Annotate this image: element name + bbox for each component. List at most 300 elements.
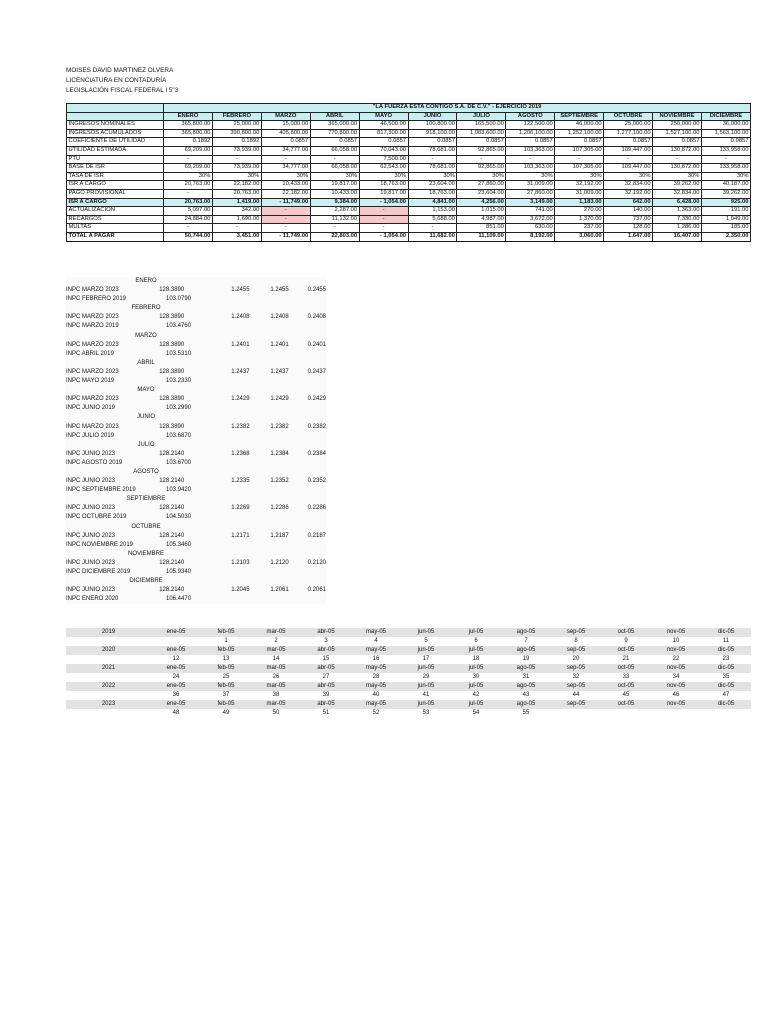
table-cell: 30% — [164, 172, 213, 181]
month-header: DICIEMBRE — [701, 112, 750, 121]
table-cell: - 11,749.00 — [261, 232, 310, 241]
inpc-cell: 103.4760 — [166, 323, 192, 330]
table-cell: 770,800.00 — [310, 129, 359, 138]
table-cell: 78,681.00 — [408, 146, 457, 155]
calendar-month: jun-05 — [417, 701, 435, 707]
calendar-month: dic-05 — [717, 701, 735, 707]
calendar-number: 25 — [222, 674, 230, 680]
author-name: MOISES DAVID MARTINEZ OLVERA — [66, 67, 174, 74]
calendar-number: 16 — [372, 656, 380, 662]
month-header: JUNIO — [408, 112, 457, 121]
fiscal-row — [67, 189, 751, 198]
inpc-cell: 103.6870 — [166, 432, 192, 439]
calendar-number: 34 — [672, 674, 680, 680]
calendar-month: nov-05 — [666, 683, 686, 689]
fiscal-row — [67, 155, 751, 164]
calendar-number: 41 — [422, 692, 430, 698]
calendar-number: 55 — [522, 710, 530, 716]
calendar-grid — [66, 628, 751, 718]
calendar-number: 20 — [572, 656, 580, 662]
table-cell: 32,834.00 — [653, 189, 702, 198]
table-cell: 0.0857 — [604, 138, 653, 147]
calendar-number: 13 — [222, 656, 230, 662]
calendar-number: 18 — [472, 656, 480, 662]
inpc-cell: 128.2140 — [159, 532, 185, 539]
calendar-year-row — [66, 664, 751, 673]
month-header: FEBRERO — [212, 112, 261, 121]
table-cell: 1,206,100.00 — [506, 129, 555, 138]
inpc-month-label: MAYO — [137, 387, 155, 394]
inpc-cell: 128.3890 — [159, 314, 185, 321]
inpc-cell: INPC SEPTIEMBRE 2019 — [66, 487, 136, 494]
table-cell: 2,287.00 — [310, 207, 359, 216]
table-cell: 0.0857 — [261, 138, 310, 147]
inpc-month-label: DICIEMBRE — [129, 578, 163, 585]
calendar-month: dic-05 — [717, 665, 735, 671]
fiscal-table — [66, 103, 751, 242]
table-cell: 1,370.00 — [555, 215, 604, 224]
table-cell: 100,800.00 — [408, 121, 457, 130]
calendar-month: abr-05 — [317, 647, 335, 653]
calendar-month: ene-05 — [166, 665, 186, 671]
table-cell: - — [164, 155, 213, 164]
table-cell: 128.00 — [604, 224, 653, 233]
inpc-current-row — [66, 286, 326, 295]
inpc-cell: 0.2352 — [307, 478, 326, 485]
inpc-base-row — [66, 350, 326, 359]
inpc-cell: 0.2455 — [307, 287, 326, 294]
table-cell: 32,192.00 — [604, 189, 653, 198]
calendar-number: 38 — [272, 692, 280, 698]
table-cell: 0.0857 — [310, 138, 359, 147]
table-cell: 5,097.00 — [164, 207, 213, 216]
inpc-cell: 128.2140 — [159, 587, 185, 594]
table-cell: - — [408, 224, 457, 233]
inpc-cell: 1.2368 — [231, 450, 250, 457]
calendar-number: 4 — [374, 638, 378, 644]
table-cell: 9,384.00 — [310, 198, 359, 207]
row-label: TOTAL A PAGAR — [67, 232, 164, 241]
calendar-number: 54 — [472, 710, 480, 716]
table-cell: 103,363.00 — [506, 164, 555, 173]
table-cell: 7,330.00 — [653, 215, 702, 224]
table-cell: - — [604, 155, 653, 164]
calendar-month: ago-05 — [516, 647, 536, 653]
month-header: ENERO — [164, 112, 213, 121]
table-cell: 30% — [506, 172, 555, 181]
calendar-month: feb-05 — [217, 683, 235, 689]
table-cell: 11,682.00 — [408, 232, 457, 241]
table-cell: 0.0857 — [506, 138, 555, 147]
row-label: COEFICIENTE DE UTILIDAD — [67, 138, 164, 147]
table-cell: 365,000.00 — [310, 121, 359, 130]
table-cell: 1,563,100.00 — [701, 129, 750, 138]
inpc-current-row — [66, 341, 326, 350]
table-cell: 1,363.00 — [653, 207, 702, 216]
inpc-block — [66, 277, 326, 604]
inpc-current-row — [66, 450, 326, 459]
table-cell: 1,286.00 — [653, 224, 702, 233]
calendar-month: sep-05 — [566, 647, 586, 653]
table-cell: 46,500.00 — [359, 121, 408, 130]
table-cell: 34,777.00 — [261, 164, 310, 173]
table-cell: 66,058.00 — [310, 146, 359, 155]
calendar-number: 12 — [172, 656, 180, 662]
inpc-month-label: JULIO — [137, 441, 155, 448]
table-cell: 1,015.00 — [457, 207, 506, 216]
table-cell: 78,681.00 — [408, 164, 457, 173]
table-cell: 31,009.00 — [506, 181, 555, 190]
row-label: INGRESOS NOMINALES — [67, 121, 164, 130]
calendar-number — [651, 709, 701, 718]
calendar-number: 28 — [372, 674, 380, 680]
calendar-number — [151, 637, 201, 646]
month-header: OCTUBRE — [604, 112, 653, 121]
table-cell: 24,884.00 — [164, 215, 213, 224]
table-cell: 40,187.00 — [701, 181, 750, 190]
table-cell: 107,305.00 — [555, 164, 604, 173]
calendar-year-row — [66, 682, 751, 691]
calendar-number: 27 — [322, 674, 330, 680]
table-cell: 30% — [701, 172, 750, 181]
calendar-number-row — [66, 637, 751, 646]
fiscal-row — [67, 207, 751, 216]
inpc-cell: INPC JUNIO 2023 — [66, 478, 116, 485]
table-cell: 1,153.00 — [408, 207, 457, 216]
calendar-year: 2023 — [101, 701, 116, 707]
table-cell: 737.00 — [604, 215, 653, 224]
calendar-month: mar-05 — [266, 683, 286, 689]
calendar-number: 22 — [672, 656, 680, 662]
calendar-month: feb-05 — [217, 701, 235, 707]
table-cell: - 11,749.00 — [261, 198, 310, 207]
calendar-number: 2 — [274, 638, 278, 644]
inpc-cell: INPC MARZO 2023 — [66, 423, 119, 430]
inpc-cell: 103.2330 — [166, 378, 192, 385]
table-cell: 342.00 — [212, 207, 261, 216]
inpc-cell: 1.2171 — [231, 532, 250, 539]
calendar-month: abr-05 — [317, 665, 335, 671]
calendar-month: oct-05 — [617, 683, 635, 689]
calendar-month: may-05 — [365, 629, 386, 635]
table-cell: 8,192.00 — [506, 232, 555, 241]
calendar-month: may-05 — [365, 701, 386, 707]
row-label: BASE DE ISR — [67, 164, 164, 173]
calendar-month: ene-05 — [166, 701, 186, 707]
inpc-cell: 1.2401 — [270, 341, 289, 348]
document-header — [66, 66, 178, 96]
table-cell: 20,763.00 — [164, 198, 213, 207]
table-cell: 0.0857 — [555, 138, 604, 147]
calendar-number: 6 — [474, 638, 478, 644]
calendar-number: 5 — [424, 638, 428, 644]
table-cell: 925.00 — [701, 198, 750, 207]
inpc-cell: INPC JUNIO 2023 — [66, 559, 116, 566]
calendar-year-row — [66, 646, 751, 655]
table-cell: 32,192.00 — [555, 181, 604, 190]
table-cell: 1,083,600.00 — [457, 129, 506, 138]
table-cell: - — [261, 207, 310, 216]
calendar-month: mar-05 — [266, 701, 286, 707]
inpc-cell: 1.2120 — [270, 559, 289, 566]
inpc-cell: 128.2140 — [159, 450, 185, 457]
table-cell: 1,647.00 — [604, 232, 653, 241]
month-header: MARZO — [261, 112, 310, 121]
inpc-month-label: ABRIL — [137, 359, 155, 366]
inpc-cell: 1.2437 — [270, 368, 289, 375]
calendar-month: feb-05 — [217, 647, 235, 653]
table-cell: - — [701, 155, 750, 164]
inpc-month-label: MARZO — [135, 332, 157, 339]
fiscal-row — [67, 232, 751, 241]
table-cell: 25,000.00 — [212, 121, 261, 130]
calendar-month: mar-05 — [266, 665, 286, 671]
table-cell: - — [457, 155, 506, 164]
inpc-current-row — [66, 395, 326, 404]
table-cell: 30% — [653, 172, 702, 181]
calendar-month: ago-05 — [516, 683, 536, 689]
inpc-cell: INPC MARZO 2023 — [66, 396, 119, 403]
inpc-current-row — [66, 532, 326, 541]
table-cell: 107,305.00 — [555, 146, 604, 155]
inpc-base-row — [66, 432, 326, 441]
table-cell: 92,865.00 — [457, 164, 506, 173]
inpc-month-heading — [66, 441, 326, 450]
inpc-cell: 1.2045 — [231, 587, 250, 594]
inpc-cell: 1.2103 — [231, 559, 250, 566]
calendar-number: 51 — [322, 710, 330, 716]
table-cell: 11,132.00 — [310, 215, 359, 224]
inpc-cell: INPC MARZO 2019 — [66, 323, 119, 330]
inpc-month-heading — [66, 277, 326, 286]
inpc-cell: 1.2335 — [231, 478, 250, 485]
calendar-month: ene-05 — [166, 647, 186, 653]
table-cell: 405,800.00 — [261, 129, 310, 138]
table-cell: 3,149.00 — [506, 198, 555, 207]
calendar-year: 2020 — [101, 647, 116, 653]
table-cell: 30% — [310, 172, 359, 181]
calendar-number: 26 — [272, 674, 280, 680]
calendar-month: ene-05 — [166, 683, 186, 689]
table-cell: - — [359, 207, 408, 216]
table-cell: 39,262.00 — [653, 181, 702, 190]
calendar-number: 44 — [572, 692, 580, 698]
calendar-month: ago-05 — [516, 665, 536, 671]
table-cell: 30% — [359, 172, 408, 181]
inpc-month-heading — [66, 577, 326, 586]
inpc-base-row — [66, 541, 326, 550]
fiscal-row — [67, 224, 751, 233]
table-cell: 27,860.00 — [457, 181, 506, 190]
table-cell: 2,350.00 — [701, 232, 750, 241]
calendar-number: 49 — [222, 710, 230, 716]
table-cell: 7,500.00 — [359, 155, 408, 164]
calendar-year: 2019 — [101, 629, 116, 635]
calendar-month: ago-05 — [516, 629, 536, 635]
table-cell: 642.00 — [604, 198, 653, 207]
calendar-number: 36 — [172, 692, 180, 698]
inpc-cell: 1.2382 — [270, 423, 289, 430]
calendar-month: jul-05 — [468, 647, 484, 653]
table-cell: - — [555, 155, 604, 164]
calendar-number: 10 — [672, 638, 680, 644]
inpc-month-label: SEPTIEMBRE — [126, 496, 166, 503]
fiscal-row — [67, 138, 751, 147]
inpc-month-heading — [66, 413, 326, 422]
table-cell: 22,803.00 — [310, 232, 359, 241]
calendar-month: abr-05 — [317, 701, 335, 707]
inpc-cell: INPC JUNIO 2023 — [66, 505, 116, 512]
calendar-number — [601, 709, 651, 718]
calendar-number: 8 — [574, 638, 578, 644]
calendar-month: oct-05 — [617, 647, 635, 653]
table-cell: 817,300.00 — [359, 129, 408, 138]
table-cell: - — [359, 215, 408, 224]
inpc-cell: 103.9420 — [166, 487, 192, 494]
table-cell: 133,958.00 — [701, 164, 750, 173]
calendar-number: 17 — [422, 656, 430, 662]
calendar-month: jul-05 — [468, 701, 484, 707]
inpc-month-label: AGOSTO — [133, 468, 159, 475]
inpc-current-row — [66, 313, 326, 322]
fiscal-row — [67, 129, 751, 138]
table-cell: 103,363.00 — [506, 146, 555, 155]
calendar-month: jul-05 — [468, 665, 484, 671]
table-cell: 5,688.00 — [408, 215, 457, 224]
calendar-number: 1 — [224, 638, 228, 644]
table-cell: 741.00 — [506, 207, 555, 216]
inpc-cell: 103.0790 — [166, 296, 192, 303]
inpc-base-row — [66, 377, 326, 386]
calendar-number: 47 — [722, 692, 730, 698]
table-cell: 0.0857 — [408, 138, 457, 147]
table-cell: 11,109.00 — [457, 232, 506, 241]
calendar-number: 24 — [172, 674, 180, 680]
calendar-number-row — [66, 709, 751, 718]
course-name: LEGISLACIÓN FISCAL FEDERAL I 5"3 — [66, 87, 179, 94]
calendar-month: sep-05 — [566, 629, 586, 635]
degree-name: LICENCIATURA EN CONTADURÍA — [66, 77, 167, 84]
table-cell: 18,763.00 — [359, 181, 408, 190]
table-cell: 22,182.00 — [212, 181, 261, 190]
calendar-number: 46 — [672, 692, 680, 698]
calendar-number-row — [66, 673, 751, 682]
calendar-month: feb-05 — [217, 629, 235, 635]
row-label: MULTAS — [67, 224, 164, 233]
table-cell: - — [212, 224, 261, 233]
table-cell: 73,939.00 — [212, 146, 261, 155]
calendar-number: 32 — [572, 674, 580, 680]
row-label: TASA DE ISR — [67, 172, 164, 181]
table-cell: 1,049.00 — [701, 215, 750, 224]
table-cell: 23,604.00 — [457, 189, 506, 198]
calendar-number: 42 — [472, 692, 480, 698]
inpc-base-row — [66, 404, 326, 413]
inpc-month-heading — [66, 495, 326, 504]
inpc-cell: 0.2187 — [307, 532, 326, 539]
calendar-month: nov-05 — [666, 647, 686, 653]
table-cell: 20,763.00 — [212, 189, 261, 198]
inpc-cell: 1.2408 — [270, 314, 289, 321]
table-cell: - — [506, 155, 555, 164]
calendar-month: oct-05 — [617, 701, 635, 707]
inpc-cell: INPC JUNIO 2023 — [66, 450, 116, 457]
table-cell: 133,958.00 — [701, 146, 750, 155]
table-cell: - — [408, 155, 457, 164]
table-cell: 3,060.00 — [555, 232, 604, 241]
table-cell: 365,800.00 — [164, 129, 213, 138]
calendar-month: jun-05 — [417, 629, 435, 635]
inpc-cell: 106.4470 — [166, 596, 192, 603]
inpc-month-label: FEBRERO — [131, 305, 161, 312]
table-cell: 270.00 — [555, 207, 604, 216]
calendar-year-row — [66, 700, 751, 709]
calendar-number: 53 — [422, 710, 430, 716]
inpc-month-label: JUNIO — [137, 414, 155, 421]
row-label: ACTUALIZACIÓN — [67, 207, 164, 216]
table-cell: 62,543.00 — [359, 164, 408, 173]
table-cell: 39,262.00 — [701, 189, 750, 198]
table-cell: 109,447.00 — [604, 164, 653, 173]
inpc-current-row — [66, 477, 326, 486]
table-cell: 185.00 — [701, 224, 750, 233]
calendar-number: 33 — [622, 674, 630, 680]
inpc-cell: INPC OCTUBRE 2019 — [66, 514, 127, 521]
table-cell: 165,500.00 — [457, 121, 506, 130]
table-cell: 365,800.00 — [164, 121, 213, 130]
calendar-number-row — [66, 655, 751, 664]
table-cell: 15,000.00 — [261, 121, 310, 130]
calendar-number: 48 — [172, 710, 180, 716]
calendar-month: dic-05 — [717, 629, 735, 635]
inpc-base-row — [66, 513, 326, 522]
table-cell: - — [310, 224, 359, 233]
inpc-cell: INPC FEBRERO 2019 — [66, 296, 127, 303]
table-cell: 1,690.00 — [212, 215, 261, 224]
table-cell: - 1,054.00 — [359, 198, 408, 207]
inpc-cell: INPC MARZO 2023 — [66, 341, 119, 348]
inpc-month-heading — [66, 550, 326, 559]
inpc-cell: 103.5310 — [166, 350, 192, 357]
table-cell: - — [310, 155, 359, 164]
fiscal-row — [67, 181, 751, 190]
calendar-number — [551, 709, 601, 718]
table-cell: 0.0857 — [701, 138, 750, 147]
inpc-month-label: ENERO — [135, 278, 157, 284]
table-cell: 18,763.00 — [408, 189, 457, 198]
table-cell: 630.00 — [506, 224, 555, 233]
month-header: NOVIEMBRE — [653, 112, 702, 121]
inpc-cell: 128.3890 — [159, 368, 185, 375]
inpc-current-row — [66, 586, 326, 595]
table-cell: 0.0857 — [653, 138, 702, 147]
table-cell: 4,256.00 — [457, 198, 506, 207]
inpc-cell: INPC ABRIL 2019 — [66, 350, 114, 357]
table-cell: - — [212, 155, 261, 164]
row-label: ISR A CARGO — [67, 181, 164, 190]
calendar-month: abr-05 — [317, 683, 335, 689]
month-header: AGOSTO — [506, 112, 555, 121]
calendar-month: mar-05 — [266, 629, 286, 635]
calendar-month: may-05 — [365, 665, 386, 671]
inpc-base-row — [66, 295, 326, 304]
inpc-cell: 128.2140 — [159, 559, 185, 566]
calendar-number: 52 — [372, 710, 380, 716]
month-header-row — [67, 112, 751, 121]
row-label: RECARGOS — [67, 215, 164, 224]
inpc-cell: 0.2286 — [307, 505, 326, 512]
inpc-cell: 0.2408 — [307, 314, 326, 321]
